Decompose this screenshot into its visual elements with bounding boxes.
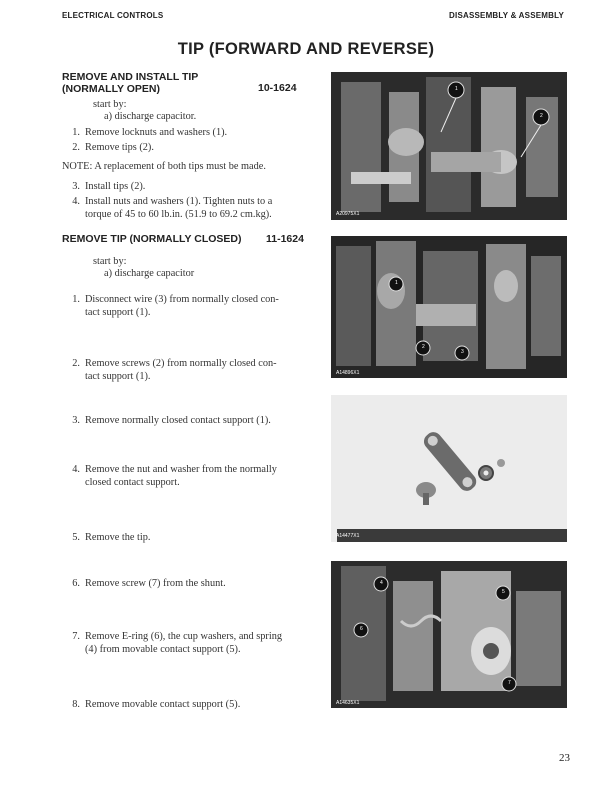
photo-1-callout-2: 2 (540, 113, 543, 119)
step-number: 3. (72, 181, 80, 192)
page-title: TIP (FORWARD AND REVERSE) (177, 40, 435, 58)
section1-heading-line2: (NORMALLY OPEN) (62, 83, 161, 95)
step-text: Install nuts and washers (1). Tighten nuts to a (85, 196, 273, 207)
step-text-cont: (4) from movable contact support (5). (85, 643, 241, 655)
section1-heading (62, 71, 198, 95)
photo-1-callout-1: 1 (455, 86, 458, 92)
photo-1-artwork (331, 72, 567, 220)
photo-3-caption: A14477X1 (336, 533, 360, 539)
step-text: Remove screw (7) from the shunt. (85, 578, 226, 589)
photo-contactor-normally-closed (331, 236, 567, 378)
section2-step-1 (62, 294, 279, 319)
step-text: Remove normally closed contact support (1). (85, 415, 271, 426)
step-number: 2. (72, 358, 80, 369)
photo-movable-contact-support (331, 561, 567, 708)
photo-2-callout-2: 2 (422, 344, 425, 350)
section1-code: 10-1624 (258, 82, 297, 94)
step-text: Install tips (2). (85, 181, 146, 192)
section2-step-4 (62, 464, 277, 489)
step-number: 7. (72, 631, 80, 642)
section1-step-1 (62, 127, 227, 140)
photo-2-caption: A14896X1 (336, 370, 360, 376)
photo-4-callout-5: 5 (502, 589, 505, 595)
photo-2-callout-1: 1 (395, 280, 398, 286)
step-text: Disconnect wire (3) from normally closed con- (85, 294, 279, 305)
photo-3-artwork (331, 395, 567, 542)
photo-4-callout-6: 6 (360, 626, 363, 632)
step-text-cont: tact support (1). (85, 306, 151, 318)
step-text: Remove E-ring (6), the cup washers, and spring (85, 631, 283, 642)
step-text: Remove screws (2) from normally closed con- (85, 358, 277, 369)
page-number: 23 (559, 752, 570, 764)
section1-start-by: start by: (93, 99, 127, 110)
section1-note: NOTE: A replacement of both tips must be made. (62, 161, 266, 172)
step-text: Remove movable contact support (5). (85, 699, 241, 710)
section1-step-2 (62, 142, 154, 155)
step-text-cont: closed contact support. (85, 476, 180, 488)
section1-step-3 (62, 181, 145, 194)
step-text-cont: tact support (1). (85, 370, 151, 382)
section1-heading-line1: REMOVE AND INSTALL TIP (62, 71, 199, 83)
running-header-right: DISASSEMBLY & ASSEMBLY (449, 11, 564, 20)
photo-4-callout-4: 4 (380, 580, 383, 586)
step-number: 2. (72, 142, 80, 153)
running-header-left: ELECTRICAL CONTROLS (62, 11, 164, 20)
step-number: 1. (72, 294, 80, 305)
step-number: 8. (72, 699, 80, 710)
step-number: 4. (72, 196, 80, 207)
section2-step-6 (62, 578, 226, 591)
step-text: Remove locknuts and washers (1). (85, 127, 228, 138)
photo-2-artwork (331, 236, 567, 378)
step-text-cont: torque of 45 to 60 lb.in. (51.9 to 69.2 cm.kg). (85, 208, 272, 220)
section2-start-by: start by: (93, 256, 127, 267)
section2-code: 11-1624 (266, 233, 304, 245)
step-number: 1. (72, 127, 80, 138)
step-number: 5. (72, 532, 80, 543)
section2-step-5 (62, 532, 151, 545)
section2-heading: REMOVE TIP (NORMALLY CLOSED) (62, 233, 242, 245)
photo-4-callout-7: 7 (508, 680, 511, 686)
section2-step-8 (62, 699, 240, 712)
step-text: Remove tips (2). (85, 142, 154, 153)
photo-4-artwork (331, 561, 567, 708)
step-text: Remove the nut and washer from the normally (85, 464, 277, 475)
photo-2-callout-3: 3 (461, 349, 464, 355)
step-number: 4. (72, 464, 80, 475)
step-number: 6. (72, 578, 80, 589)
section2-step-2 (62, 358, 277, 383)
photo-4-caption: A14635X1 (336, 700, 360, 706)
section2-step-3 (62, 415, 271, 428)
photo-1-caption: A20975X1 (336, 211, 360, 217)
photo-contact-support-part (331, 395, 567, 542)
section1-step-4 (62, 196, 272, 221)
section2-step-7 (62, 631, 282, 656)
step-text: Remove the tip. (85, 532, 151, 543)
section2-prereq: a) discharge capacitor (104, 268, 195, 279)
step-number: 3. (72, 415, 80, 426)
photo-contactor-normally-open (331, 72, 567, 220)
section1-prereq: a) discharge capacitor. (104, 111, 197, 122)
